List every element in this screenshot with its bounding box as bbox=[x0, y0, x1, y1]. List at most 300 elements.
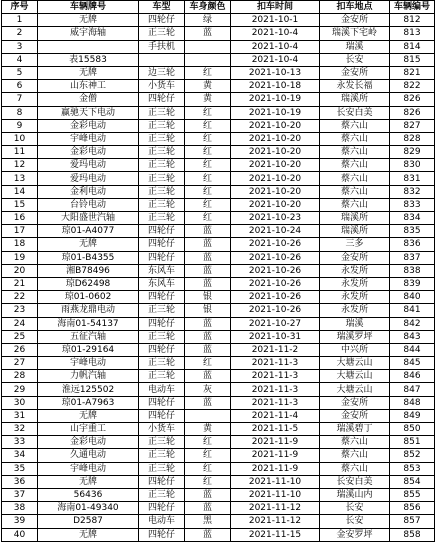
type-cell: 电动车 bbox=[139, 515, 185, 528]
index-cell: 22 bbox=[2, 291, 38, 304]
vehicle-number-cell: 812 bbox=[390, 14, 435, 27]
type-cell: 手扶机 bbox=[139, 40, 185, 53]
color-cell: 黑 bbox=[185, 515, 231, 528]
plate-cell: 无牌 bbox=[38, 528, 139, 541]
index-cell: 12 bbox=[2, 159, 38, 172]
location-cell: 永发所 bbox=[320, 277, 390, 290]
color-cell: 黄 bbox=[185, 423, 231, 436]
plate-cell: 力帆汽轴 bbox=[38, 370, 139, 383]
color-cell: 红 bbox=[185, 106, 231, 119]
location-cell: 永发长福 bbox=[320, 80, 390, 93]
color-cell: 红 bbox=[185, 119, 231, 132]
vehicle-number-cell: 858 bbox=[390, 528, 435, 541]
type-cell: 正三轮 bbox=[139, 27, 185, 40]
index-cell: 26 bbox=[2, 343, 38, 356]
plate-cell: 湘B78496 bbox=[38, 264, 139, 277]
type-cell: 小货车 bbox=[139, 423, 185, 436]
header-row bbox=[2, 1, 435, 14]
table-row bbox=[2, 264, 435, 277]
type-cell: 正三轮 bbox=[139, 462, 185, 475]
date-cell: 2021-10-4 bbox=[231, 40, 320, 53]
location-cell: 长安 bbox=[320, 515, 390, 528]
location-cell: 大塘云山 bbox=[320, 370, 390, 383]
location-cell: 大塘云山 bbox=[320, 357, 390, 370]
type-cell: 四轮仔 bbox=[139, 317, 185, 330]
location-cell: 蔡六山 bbox=[320, 198, 390, 211]
location-cell: 瑞溪所 bbox=[320, 93, 390, 106]
table-row bbox=[2, 277, 435, 290]
vehicle-number-cell: 835 bbox=[390, 225, 435, 238]
location-cell: 金安所 bbox=[320, 66, 390, 79]
index-cell: 40 bbox=[2, 528, 38, 541]
plate-cell: 琼01-29164 bbox=[38, 343, 139, 356]
index-cell: 30 bbox=[2, 396, 38, 409]
date-cell: 2021-11-10 bbox=[231, 475, 320, 488]
color-cell: 黄 bbox=[185, 93, 231, 106]
date-cell: 2021-10-26 bbox=[231, 304, 320, 317]
index-cell: 25 bbox=[2, 330, 38, 343]
index-cell: 32 bbox=[2, 423, 38, 436]
vehicle-number-cell: 838 bbox=[390, 264, 435, 277]
vehicle-number-cell: 830 bbox=[390, 159, 435, 172]
location-cell: 三多 bbox=[320, 238, 390, 251]
vehicle-number-cell: 833 bbox=[390, 198, 435, 211]
location-cell: 金安所 bbox=[320, 409, 390, 422]
plate-cell: 无牌 bbox=[38, 238, 139, 251]
date-cell: 2021-11-9 bbox=[231, 462, 320, 475]
location-cell: 长安白美 bbox=[320, 475, 390, 488]
location-cell: 永发所 bbox=[320, 264, 390, 277]
color-cell bbox=[185, 40, 231, 53]
date-cell: 2021-11-3 bbox=[231, 370, 320, 383]
plate-cell: 无牌 bbox=[38, 475, 139, 488]
date-cell: 2021-11-3 bbox=[231, 357, 320, 370]
vehicle-number-cell: 828 bbox=[390, 132, 435, 145]
color-cell: 灰 bbox=[185, 383, 231, 396]
table-row bbox=[2, 317, 435, 330]
table-row bbox=[2, 238, 435, 251]
vehicle-number-cell: 843 bbox=[390, 330, 435, 343]
vehicle-number-cell: 845 bbox=[390, 357, 435, 370]
location-cell: 金安所 bbox=[320, 396, 390, 409]
date-cell: 2021-10-24 bbox=[231, 225, 320, 238]
color-cell: 红 bbox=[185, 159, 231, 172]
date-cell: 2021-11-9 bbox=[231, 449, 320, 462]
color-cell: 蓝 bbox=[185, 502, 231, 515]
color-cell: 红 bbox=[185, 449, 231, 462]
color-cell: 红 bbox=[185, 66, 231, 79]
type-cell: 四轮仔 bbox=[139, 475, 185, 488]
table-row bbox=[2, 185, 435, 198]
index-cell: 19 bbox=[2, 251, 38, 264]
location-cell: 永发所 bbox=[320, 304, 390, 317]
date-cell: 2021-11-4 bbox=[231, 409, 320, 422]
vehicle-number-cell: 856 bbox=[390, 502, 435, 515]
color-cell: 红 bbox=[185, 436, 231, 449]
vehicle-number-cell: 842 bbox=[390, 317, 435, 330]
plate-cell: 56436 bbox=[38, 488, 139, 501]
table-body bbox=[2, 14, 435, 542]
location-cell: 蔡六山 bbox=[320, 119, 390, 132]
index-cell: 38 bbox=[2, 502, 38, 515]
type-cell bbox=[139, 53, 185, 66]
date-cell: 2021-10-18 bbox=[231, 80, 320, 93]
type-cell: 正三轮 bbox=[139, 212, 185, 225]
index-cell: 6 bbox=[2, 80, 38, 93]
location-cell: 永发所 bbox=[320, 291, 390, 304]
color-cell: 红 bbox=[185, 198, 231, 211]
index-cell: 36 bbox=[2, 475, 38, 488]
type-cell: 正三轮 bbox=[139, 370, 185, 383]
table-row bbox=[2, 475, 435, 488]
plate-cell: D2587 bbox=[38, 515, 139, 528]
vehicle-number-cell: 831 bbox=[390, 172, 435, 185]
vehicle-number-cell: 834 bbox=[390, 212, 435, 225]
color-cell: 蓝 bbox=[185, 396, 231, 409]
type-cell: 边三轮 bbox=[139, 66, 185, 79]
color-cell: 蓝 bbox=[185, 238, 231, 251]
location-cell: 蔡六山 bbox=[320, 132, 390, 145]
impounded-vehicles-table bbox=[1, 0, 435, 542]
table-row bbox=[2, 291, 435, 304]
vehicle-number-cell: 822 bbox=[390, 80, 435, 93]
type-cell: 四轮仔 bbox=[139, 238, 185, 251]
table-row bbox=[2, 119, 435, 132]
color-cell: 红 bbox=[185, 212, 231, 225]
index-cell: 35 bbox=[2, 462, 38, 475]
vehicle-number-cell: 841 bbox=[390, 304, 435, 317]
plate-cell: 表15583 bbox=[38, 53, 139, 66]
location-cell: 蔡六山 bbox=[320, 172, 390, 185]
date-cell: 2021-10-31 bbox=[231, 330, 320, 343]
type-cell: 正三轮 bbox=[139, 119, 185, 132]
color-cell: 红 bbox=[185, 172, 231, 185]
type-cell: 正三轮 bbox=[139, 436, 185, 449]
type-cell: 四轮仔 bbox=[139, 225, 185, 238]
table-row bbox=[2, 304, 435, 317]
plate-cell bbox=[38, 40, 139, 53]
vehicle-number-cell: 852 bbox=[390, 449, 435, 462]
header-color: 车身颜色 bbox=[185, 1, 231, 14]
table-row bbox=[2, 488, 435, 501]
index-cell: 10 bbox=[2, 132, 38, 145]
date-cell: 2021-10-4 bbox=[231, 53, 320, 66]
vehicle-number-cell: 832 bbox=[390, 185, 435, 198]
plate-cell: 金彩电动 bbox=[38, 146, 139, 159]
date-cell: 2021-10-20 bbox=[231, 198, 320, 211]
color-cell: 红 bbox=[185, 146, 231, 159]
table-row bbox=[2, 330, 435, 343]
vehicle-number-cell: 854 bbox=[390, 475, 435, 488]
date-cell: 2021-10-20 bbox=[231, 146, 320, 159]
plate-cell: 五征汽轴 bbox=[38, 330, 139, 343]
color-cell: 红 bbox=[185, 185, 231, 198]
plate-cell: 久通电动 bbox=[38, 449, 139, 462]
table-row bbox=[2, 14, 435, 27]
plate-cell: 赢驰天下电动 bbox=[38, 106, 139, 119]
location-cell: 金安罗坪 bbox=[320, 528, 390, 541]
table-row bbox=[2, 159, 435, 172]
location-cell: 长安白美 bbox=[320, 106, 390, 119]
index-cell: 9 bbox=[2, 119, 38, 132]
index-cell: 17 bbox=[2, 225, 38, 238]
table-row bbox=[2, 436, 435, 449]
index-cell: 20 bbox=[2, 264, 38, 277]
index-cell: 7 bbox=[2, 93, 38, 106]
date-cell: 2021-11-9 bbox=[231, 436, 320, 449]
table-row bbox=[2, 66, 435, 79]
type-cell: 四轮仔 bbox=[139, 93, 185, 106]
location-cell: 瑞溪山内 bbox=[320, 488, 390, 501]
type-cell: 正三轮 bbox=[139, 159, 185, 172]
date-cell: 2021-11-3 bbox=[231, 383, 320, 396]
color-cell bbox=[185, 409, 231, 422]
location-cell: 蔡六山 bbox=[320, 449, 390, 462]
date-cell: 2021-10-26 bbox=[231, 291, 320, 304]
plate-cell: 琼01-B4355 bbox=[38, 251, 139, 264]
vehicle-number-cell: 851 bbox=[390, 436, 435, 449]
location-cell: 瑞溪下宅岭 bbox=[320, 27, 390, 40]
vehicle-number-cell: 848 bbox=[390, 396, 435, 409]
index-cell: 34 bbox=[2, 449, 38, 462]
vehicle-number-cell: 857 bbox=[390, 515, 435, 528]
date-cell: 2021-10-26 bbox=[231, 238, 320, 251]
type-cell: 四轮仔 bbox=[139, 251, 185, 264]
plate-cell: 琼01-0602 bbox=[38, 291, 139, 304]
header-type: 车型 bbox=[139, 1, 185, 14]
date-cell: 2021-11-2 bbox=[231, 343, 320, 356]
table-row bbox=[2, 106, 435, 119]
color-cell: 蓝 bbox=[185, 27, 231, 40]
date-cell: 2021-10-26 bbox=[231, 277, 320, 290]
date-cell: 2021-10-13 bbox=[231, 66, 320, 79]
color-cell: 蓝 bbox=[185, 317, 231, 330]
type-cell: 正三轮 bbox=[139, 106, 185, 119]
color-cell: 银 bbox=[185, 304, 231, 317]
date-cell: 2021-10-20 bbox=[231, 132, 320, 145]
type-cell: 四轮仔 bbox=[139, 291, 185, 304]
vehicle-number-cell: 836 bbox=[390, 238, 435, 251]
location-cell: 瑞溪碧丁 bbox=[320, 423, 390, 436]
vehicle-number-cell: 849 bbox=[390, 409, 435, 422]
plate-cell: 爱玛电动 bbox=[38, 172, 139, 185]
type-cell: 东风车 bbox=[139, 264, 185, 277]
location-cell: 金安所 bbox=[320, 251, 390, 264]
location-cell: 长安 bbox=[320, 502, 390, 515]
location-cell: 蔡六山 bbox=[320, 159, 390, 172]
color-cell: 蓝 bbox=[185, 264, 231, 277]
type-cell: 四轮仔 bbox=[139, 409, 185, 422]
color-cell: 蓝 bbox=[185, 343, 231, 356]
type-cell: 正三轮 bbox=[139, 330, 185, 343]
header-vehicle-number: 车辆编号 bbox=[390, 1, 435, 14]
type-cell: 正三轮 bbox=[139, 488, 185, 501]
location-cell: 瑞溪所 bbox=[320, 212, 390, 225]
location-cell: 蔡六山 bbox=[320, 185, 390, 198]
date-cell: 2021-10-19 bbox=[231, 93, 320, 106]
plate-cell: 淮远125502 bbox=[38, 383, 139, 396]
index-cell: 33 bbox=[2, 436, 38, 449]
plate-cell: 无牌 bbox=[38, 66, 139, 79]
type-cell: 四轮仔 bbox=[139, 502, 185, 515]
plate-cell: 无牌 bbox=[38, 409, 139, 422]
index-cell: 24 bbox=[2, 317, 38, 330]
plate-cell: 金利电动 bbox=[38, 185, 139, 198]
index-cell: 5 bbox=[2, 66, 38, 79]
date-cell: 2021-11-12 bbox=[231, 515, 320, 528]
color-cell: 红 bbox=[185, 357, 231, 370]
vehicle-number-cell: 826 bbox=[390, 93, 435, 106]
type-cell: 正三轮 bbox=[139, 357, 185, 370]
date-cell: 2021-10-4 bbox=[231, 27, 320, 40]
table-row bbox=[2, 502, 435, 515]
index-cell: 2 bbox=[2, 27, 38, 40]
index-cell: 18 bbox=[2, 238, 38, 251]
vehicle-number-cell: 839 bbox=[390, 277, 435, 290]
color-cell bbox=[185, 53, 231, 66]
header-plate: 车辆牌号 bbox=[38, 1, 139, 14]
index-cell: 29 bbox=[2, 383, 38, 396]
table-row bbox=[2, 383, 435, 396]
vehicle-number-cell: 855 bbox=[390, 488, 435, 501]
plate-cell: 雨燕龙鼎电动 bbox=[38, 304, 139, 317]
plate-cell: 海南01-54137 bbox=[38, 317, 139, 330]
type-cell: 正三轮 bbox=[139, 304, 185, 317]
plate-cell: 大阳盛世汽轴 bbox=[38, 212, 139, 225]
type-cell: 四轮仔 bbox=[139, 14, 185, 27]
index-cell: 39 bbox=[2, 515, 38, 528]
vehicle-number-cell: 847 bbox=[390, 383, 435, 396]
table-row bbox=[2, 357, 435, 370]
table-row bbox=[2, 53, 435, 66]
plate-cell: 无牌 bbox=[38, 14, 139, 27]
vehicle-number-cell: 844 bbox=[390, 343, 435, 356]
index-cell: 27 bbox=[2, 357, 38, 370]
color-cell: 黄 bbox=[185, 80, 231, 93]
vehicle-number-cell: 827 bbox=[390, 119, 435, 132]
type-cell: 四轮仔 bbox=[139, 528, 185, 541]
location-cell: 瑞溪罗坪 bbox=[320, 330, 390, 343]
date-cell: 2021-10-23 bbox=[231, 212, 320, 225]
date-cell: 2021-11-5 bbox=[231, 423, 320, 436]
index-cell: 13 bbox=[2, 172, 38, 185]
date-cell: 2021-11-12 bbox=[231, 502, 320, 515]
header-location: 扣车地点 bbox=[320, 1, 390, 14]
color-cell: 红 bbox=[185, 475, 231, 488]
date-cell: 2021-10-20 bbox=[231, 172, 320, 185]
table-row bbox=[2, 212, 435, 225]
index-cell: 15 bbox=[2, 198, 38, 211]
index-cell: 37 bbox=[2, 488, 38, 501]
type-cell: 四轮仔 bbox=[139, 343, 185, 356]
vehicle-number-cell: 853 bbox=[390, 462, 435, 475]
index-cell: 4 bbox=[2, 53, 38, 66]
table-row bbox=[2, 409, 435, 422]
table-row bbox=[2, 423, 435, 436]
index-cell: 8 bbox=[2, 106, 38, 119]
date-cell: 2021-10-19 bbox=[231, 106, 320, 119]
table-row bbox=[2, 225, 435, 238]
color-cell: 蓝 bbox=[185, 225, 231, 238]
plate-cell: 琼01-A7963 bbox=[38, 396, 139, 409]
type-cell: 电动车 bbox=[139, 383, 185, 396]
plate-cell: 山宇重工 bbox=[38, 423, 139, 436]
location-cell: 蔡六山 bbox=[320, 436, 390, 449]
table-row bbox=[2, 528, 435, 541]
vehicle-number-cell: 821 bbox=[390, 66, 435, 79]
date-cell: 2021-10-20 bbox=[231, 185, 320, 198]
location-cell: 瑞溪 bbox=[320, 317, 390, 330]
location-cell: 瑞溪 bbox=[320, 40, 390, 53]
location-cell: 金安所 bbox=[320, 14, 390, 27]
vehicle-number-cell: 829 bbox=[390, 146, 435, 159]
type-cell: 正三轮 bbox=[139, 185, 185, 198]
table-row bbox=[2, 198, 435, 211]
vehicle-number-cell: 814 bbox=[390, 40, 435, 53]
plate-cell: 爱玛电动 bbox=[38, 159, 139, 172]
vehicle-number-cell: 837 bbox=[390, 251, 435, 264]
date-cell: 2021-10-26 bbox=[231, 251, 320, 264]
index-cell: 1 bbox=[2, 14, 38, 27]
plate-cell: 山东神工 bbox=[38, 80, 139, 93]
date-cell: 2021-10-26 bbox=[231, 264, 320, 277]
table-row bbox=[2, 251, 435, 264]
index-cell: 31 bbox=[2, 409, 38, 422]
date-cell: 2021-10-20 bbox=[231, 159, 320, 172]
plate-cell: 金彩电动 bbox=[38, 119, 139, 132]
plate-cell: 威宇海轴 bbox=[38, 27, 139, 40]
table-row bbox=[2, 27, 435, 40]
date-cell: 2021-10-1 bbox=[231, 14, 320, 27]
vehicle-number-cell: 850 bbox=[390, 423, 435, 436]
index-cell: 3 bbox=[2, 40, 38, 53]
location-cell: 蔡六山 bbox=[320, 146, 390, 159]
color-cell: 蓝 bbox=[185, 277, 231, 290]
vehicle-number-cell: 815 bbox=[390, 53, 435, 66]
index-cell: 16 bbox=[2, 212, 38, 225]
location-cell: 大塘云山 bbox=[320, 383, 390, 396]
type-cell: 四轮仔 bbox=[139, 396, 185, 409]
table-row bbox=[2, 40, 435, 53]
index-cell: 21 bbox=[2, 277, 38, 290]
plate-cell: 宇峰电动 bbox=[38, 132, 139, 145]
color-cell: 蓝 bbox=[185, 251, 231, 264]
plate-cell: 海南01-49340 bbox=[38, 502, 139, 515]
vehicle-number-cell: 813 bbox=[390, 27, 435, 40]
plate-cell: 宇峰电动 bbox=[38, 357, 139, 370]
header-index: 序号 bbox=[2, 1, 38, 14]
color-cell: 绿 bbox=[185, 14, 231, 27]
table-row bbox=[2, 132, 435, 145]
vehicle-number-cell: 826 bbox=[390, 106, 435, 119]
color-cell: 红 bbox=[185, 132, 231, 145]
color-cell: 蓝 bbox=[185, 528, 231, 541]
color-cell: 银 bbox=[185, 291, 231, 304]
table-row bbox=[2, 93, 435, 106]
table-row bbox=[2, 80, 435, 93]
date-cell: 2021-10-20 bbox=[231, 119, 320, 132]
index-cell: 14 bbox=[2, 185, 38, 198]
location-cell: 长安 bbox=[320, 53, 390, 66]
date-cell: 2021-11-15 bbox=[231, 528, 320, 541]
date-cell: 2021-11-3 bbox=[231, 396, 320, 409]
plate-cell: 金僧 bbox=[38, 93, 139, 106]
plate-cell: 琼01-A4077 bbox=[38, 225, 139, 238]
table-row bbox=[2, 515, 435, 528]
table-row bbox=[2, 370, 435, 383]
color-cell: 蓝 bbox=[185, 370, 231, 383]
color-cell: 蓝 bbox=[185, 488, 231, 501]
